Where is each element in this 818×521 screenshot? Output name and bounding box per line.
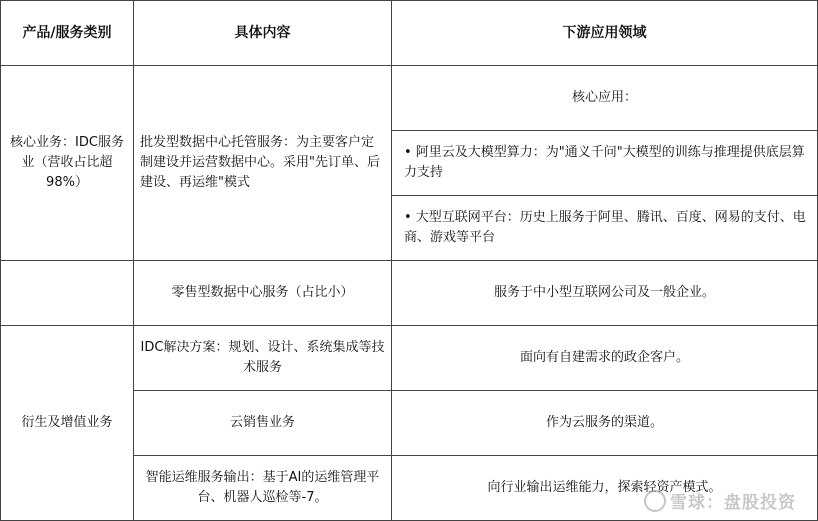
app-item-internet-platforms: • 大型互联网平台：历史上服务于阿里、腾讯、百度、网易的支付、电商、游戏等平台 [392, 196, 818, 261]
empty-category-cell [1, 261, 134, 326]
derived-category-cell: 衍生及增值业务 [1, 326, 134, 521]
watermark-text: 雪球：盘股投资 [670, 493, 796, 513]
retail-content-cell: 零售型数据中心服务（占比小） [134, 261, 392, 326]
app-item-alicloud: • 阿里云及大模型算力：为"通义千问"大模型的训练与推理提供底层算力支持 [392, 131, 818, 196]
ops-content-cell: 智能运维服务输出：基于AI的运维管理平台、机器人巡检等-7。 [134, 456, 392, 521]
idc-solution-app-cell: 面向有自建需求的政企客户。 [392, 326, 818, 391]
header-category: 产品/服务类别 [1, 1, 134, 66]
ops-app-cell: 向行业输出运维能力，探索轻资产模式。 [392, 456, 818, 521]
core-app-title-cell: 核心应用： [392, 66, 818, 131]
snowball-logo-icon [644, 490, 666, 512]
header-content: 具体内容 [134, 1, 392, 66]
table-row [1, 261, 818, 326]
watermark [644, 488, 796, 513]
header-application: 下游应用领域 [392, 1, 818, 66]
table-row [1, 66, 818, 131]
retail-app-cell: 服务于中小型互联网公司及一般企业。 [392, 261, 818, 326]
core-category-cell: 核心业务：IDC服务业（营收占比超98%） [1, 66, 134, 261]
cloud-sales-content-cell: 云销售业务 [134, 391, 392, 456]
table-row [1, 326, 818, 391]
idc-solution-content-cell: IDC解决方案：规划、设计、系统集成等技术服务 [134, 326, 392, 391]
wholesale-content-cell: 批发型数据中心托管服务：为主要客户定制建设并运营数据中心。采用"先订单、后建设、再运维"模式 [134, 66, 392, 261]
cloud-sales-app-cell: 作为云服务的渠道。 [392, 391, 818, 456]
header-row [1, 1, 818, 66]
